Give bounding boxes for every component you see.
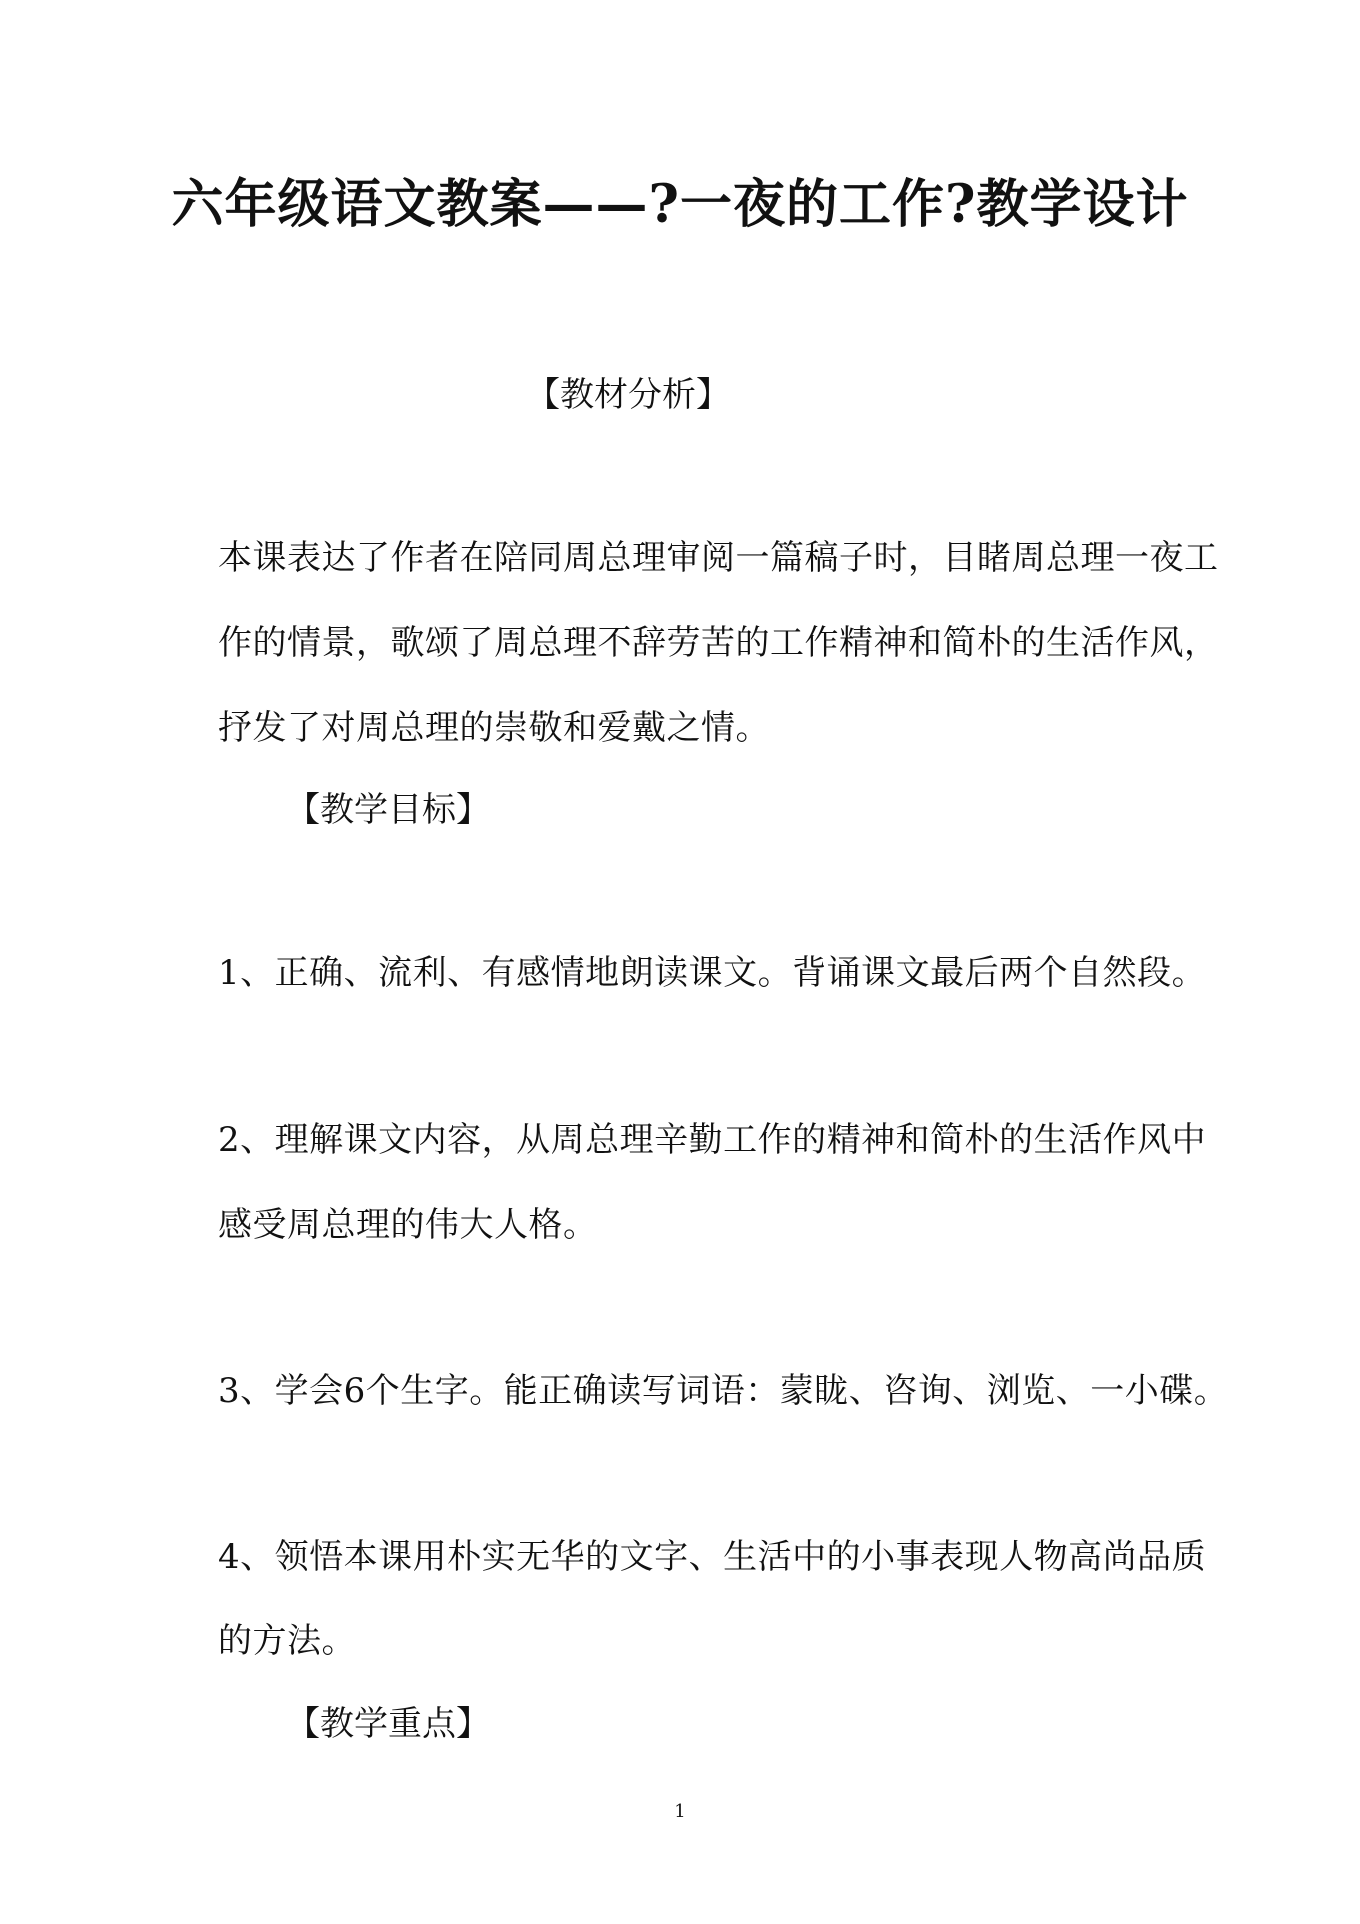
goal-item-1: 1、正确、流利、有感情地朗读课文。背诵课文最后两个自然段。 <box>218 953 1207 993</box>
page-number: 1 <box>674 1801 686 1822</box>
section-heading-goals: 【教学目标】 <box>286 790 490 830</box>
section-heading-analysis: 【教材分析】 <box>526 375 730 415</box>
goal-item-4-line-1: 4、领悟本课用朴实无华的文字、生活中的小事表现人物高尚品质 <box>218 1537 1207 1577</box>
goal-item-2-line-1: 2、理解课文内容，从周总理辛勤工作的精神和简朴的生活作风中 <box>218 1120 1207 1160</box>
analysis-line-2: 作的情景，歌颂了周总理不辞劳苦的工作精神和简朴的生活作风， <box>218 623 1219 663</box>
goal-item-2-line-2: 感受周总理的伟大人格。 <box>218 1205 598 1245</box>
analysis-line-3: 抒发了对周总理的崇敬和爱戴之情。 <box>218 708 770 748</box>
goal-item-4-line-2: 的方法。 <box>218 1621 356 1661</box>
section-heading-key-points: 【教学重点】 <box>286 1704 490 1744</box>
analysis-line-1: 本课表达了作者在陪同周总理审阅一篇稿子时，目睹周总理一夜工 <box>218 538 1219 578</box>
document-title: 六年级语文教案——?一夜的工作?教学设计 <box>171 174 1189 235</box>
goal-item-3: 3、学会6个生字。能正确读写词语：蒙眬、咨询、浏览、一小碟。 <box>218 1371 1229 1411</box>
